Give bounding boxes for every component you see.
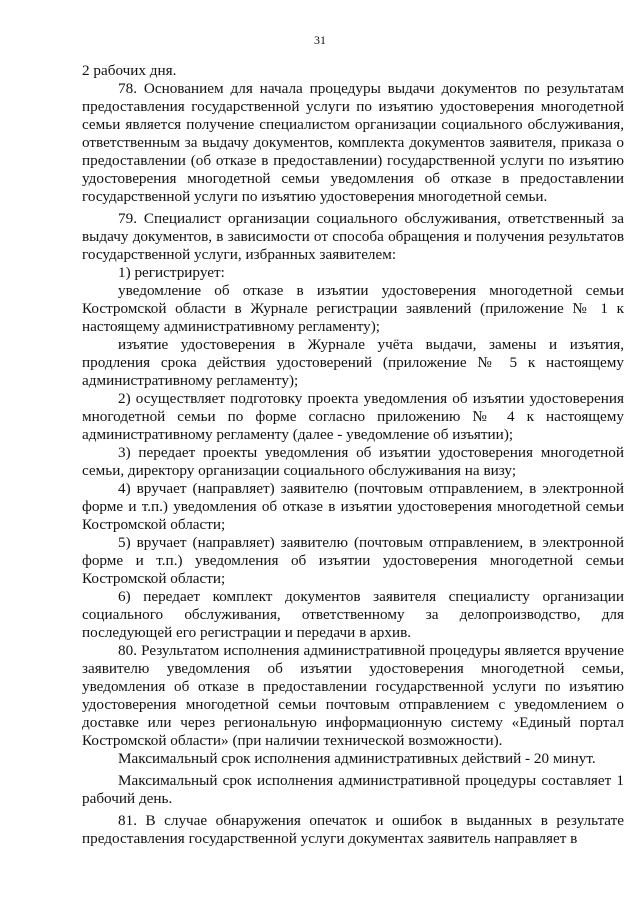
paragraph: изъятие удостоверения в Журнале учёта выдачи, замены и изъятия, продления срока действия удостоверений (приложение № 5 к настоящему административному регламенту); xyxy=(82,336,624,389)
paragraph: 5) вручает (направляет) заявителю (почтовым отправлением, в электронной форме и т.п.) уведомления об изъятии удостоверения многодетной семьи Костромской области; xyxy=(82,534,624,587)
document-body xyxy=(82,62,624,848)
paragraph: 3) передает проекты уведомления об изъятии удостоверения многодетной семьи, директору организации социального обслуживания на визу; xyxy=(82,444,624,479)
paragraph: 78. Основанием для начала процедуры выдачи документов по результатам предоставления государственной услуги по изъятию удостоверения многодетной семьи является получение специалистом организации социального обслуживания, ответственным за выдачу документов, комплекта документов заявителя, приказа о предоставлении (об отказе в предоставлении) государственной услуги по изъятию удостоверения многодетной семьи уведомления об отказе в предоставлении государственной услуги по изъятию удостоверения многодетной семьи. xyxy=(82,80,624,205)
paragraph: 1) регистрирует: xyxy=(118,264,225,281)
paragraph: 2) осуществляет подготовку проекта уведомления об изъятии удостоверения многодетной семьи по форме согласно приложению № 4 к настоящему административному регламенту (далее - уведомление об изъятии); xyxy=(82,390,624,443)
paragraph: 79. Специалист организации социального обслуживания, ответственный за выдачу документов, в зависимости от способа обращения и получения результатов государственной услуги, избранных заявителем: xyxy=(82,210,624,263)
paragraph: 6) передает комплект документов заявителя специалисту организации социального обслуживания, ответственному за делопроизводство, для последующей его регистрации и передачи в архив. xyxy=(82,588,624,641)
paragraph: Максимальный срок исполнения административной процедуры составляет 1 рабочий день. xyxy=(82,772,624,807)
page-number: 31 xyxy=(314,33,326,47)
paragraph: 2 рабочих дня. xyxy=(82,62,177,79)
paragraph: уведомление об отказе в изъятии удостоверения многодетной семьи Костромской области в Журнале регистрации заявлений (приложение № 1 к настоящему административному регламенту); xyxy=(82,282,624,335)
paragraph: 81. В случае обнаружения опечаток и ошибок в выданных в результате предоставления государственной услуги документах заявитель направляет в xyxy=(82,812,624,847)
paragraph: 4) вручает (направляет) заявителю (почтовым отправлением, в электронной форме и т.п.) уведомления об отказе в изъятии удостоверения многодетной семьи Костромской области; xyxy=(82,480,624,533)
paragraph: 80. Результатом исполнения административной процедуры является вручение заявителю уведомления об изъятии удостоверения многодетной семьи, уведомления об отказе в предоставлении государственной услуги по изъятию удостоверения многодетной семьи почтовым отправлением с уведомлением о доставке или через региональную информационную систему «Единый портал Костромской области» (при наличии технической возможности). xyxy=(82,642,624,749)
paragraph: Максимальный срок исполнения административных действий - 20 минут. xyxy=(118,750,596,767)
